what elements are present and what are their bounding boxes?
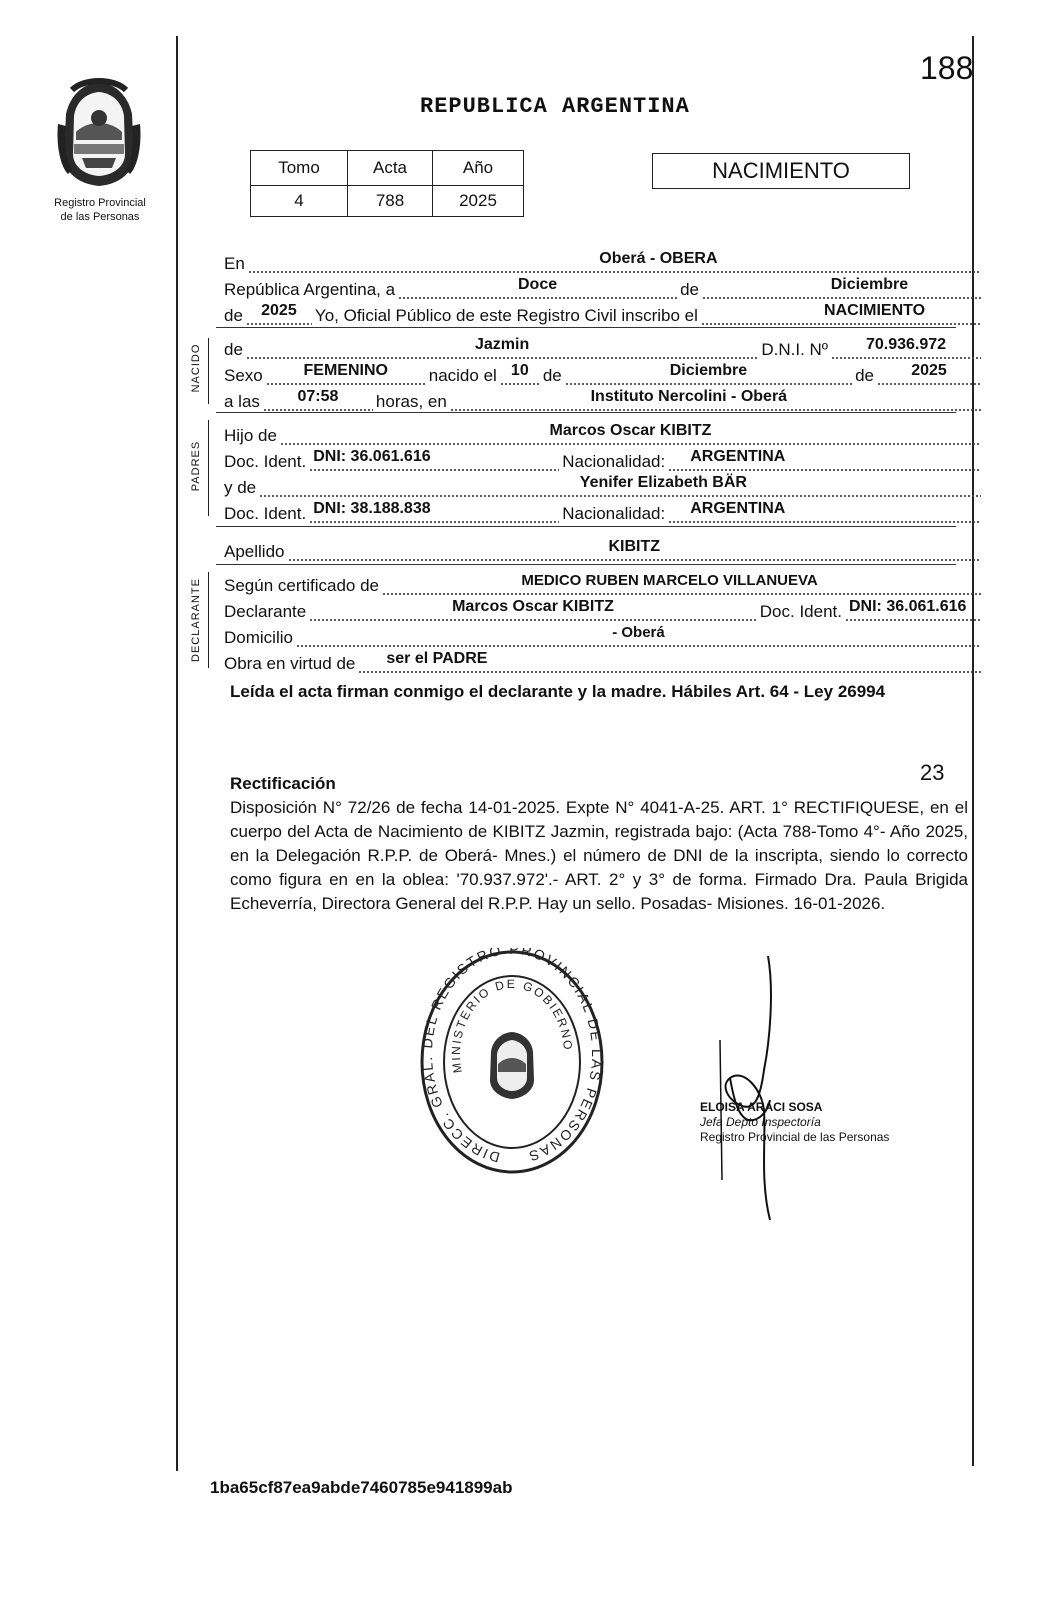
record-type-box: [652, 153, 910, 189]
mother-nationality-field: [668, 500, 981, 524]
certificado-field: [382, 572, 981, 596]
declarante-section-label: DECLARANTE: [190, 578, 202, 662]
day-value: Doce: [518, 276, 558, 293]
en-label: En: [224, 254, 245, 273]
mother-doc-value: DNI: 38.188.838: [313, 500, 431, 517]
place-value: Oberá - OBERA: [599, 250, 718, 267]
mother-name-value: Yenifer Elizabeth BÄR: [579, 474, 747, 491]
mother-name-field: [259, 474, 981, 498]
month-value: Diciembre: [830, 276, 909, 293]
nacido-el-label: nacido el: [428, 366, 497, 385]
logo-caption-line-1: Registro Provincial: [54, 197, 146, 209]
domicilio-value: - Oberá: [612, 624, 665, 641]
logo-caption: [30, 196, 170, 224]
record-table-header: [251, 151, 524, 186]
row-domicilio: [224, 622, 984, 648]
nacido-de-label: de: [224, 340, 243, 359]
footer-hash: 1ba65cf87ea9abde7460785e941899ab: [210, 1478, 513, 1497]
left-margin-line: [176, 36, 178, 1471]
header-acta: Acta: [348, 151, 433, 186]
declarante-bracket: [208, 572, 209, 668]
sexo-field: [266, 362, 426, 386]
birth-month-field: [565, 362, 852, 386]
oficial-text: Yo, Oficial Público de este Registro Civil inscribo el: [314, 306, 698, 325]
page-number: 188: [920, 50, 974, 86]
birth-place-value: Instituto Nercolini - Oberá: [590, 388, 788, 405]
svg-text:DIRECC. GRAL. DEL REGISTRO PRO: DIRECC. GRAL. DEL REGISTRO PROVINCIAL DE LAS PERSONAS: [419, 948, 606, 1166]
signature-scribble: [690, 950, 810, 1230]
row-declarante: [224, 596, 984, 622]
declarante-label: Declarante: [224, 602, 307, 621]
republica-label: República Argentina, a: [224, 280, 396, 299]
padres-bracket: [208, 420, 209, 516]
father-nationality-value: ARGENTINA: [690, 448, 786, 465]
name-field: [246, 336, 758, 360]
father-name-value: Marcos Oscar KIBITZ: [549, 422, 712, 439]
year-value: 2025: [261, 302, 297, 319]
row-mother-doc: [224, 498, 984, 524]
header-tomo: Tomo: [251, 151, 348, 186]
domicilio-field: [296, 624, 981, 648]
day-field: [398, 276, 677, 300]
mother-nationality-value: ARGENTINA: [690, 500, 786, 517]
separator-4: [216, 564, 956, 565]
birth-day-value: 10: [510, 362, 529, 379]
declarante-doc-value: DNI: 36.061.616: [849, 598, 967, 615]
year-field: [246, 302, 312, 326]
signer-name: ELOISA ARACI SOSA: [700, 1100, 823, 1114]
separator-2: [216, 412, 956, 413]
separator-1: [216, 327, 956, 328]
nacido-de-label-2: de: [542, 366, 562, 385]
mother-nac-label: Nacionalidad:: [562, 504, 666, 523]
y-de-label: y de: [224, 478, 257, 497]
certificado-label: Según certificado de: [224, 576, 379, 595]
declarante-doc-field: [845, 598, 981, 622]
month-field: [702, 276, 981, 300]
apellido-label: Apellido: [224, 542, 285, 561]
nacido-bracket: [208, 338, 209, 404]
nacido-de-label-3: de: [855, 366, 874, 385]
row-nacido-time: [224, 386, 984, 412]
svg-text:MINISTERIO DE GOBIERNO: MINISTERIO DE GOBIERNO: [448, 976, 576, 1075]
row-obra: [224, 648, 984, 674]
birth-year-value: 2025: [911, 362, 947, 379]
apellido-field: [288, 538, 982, 562]
place-field: [248, 250, 981, 274]
obra-field: [358, 650, 981, 674]
birth-place-field: [450, 388, 981, 412]
row-father-doc: [224, 446, 984, 472]
value-acta: 788: [348, 186, 433, 217]
rectificacion-number: 23: [920, 760, 945, 785]
declarante-doc-label: Doc. Ident.: [759, 602, 842, 621]
record-type-label: NACIMIENTO: [712, 158, 850, 183]
time-value: 07:58: [297, 388, 339, 405]
declarante-field: [309, 598, 757, 622]
mother-doc-label: Doc. Ident.: [224, 504, 307, 523]
obra-label: Obra en virtud de: [224, 654, 356, 673]
record-table: [250, 150, 524, 217]
dni-label: D.N.I. Nº: [761, 340, 828, 359]
hijo-de-label: Hijo de: [224, 426, 277, 445]
birth-month-value: Diciembre: [669, 362, 748, 379]
dni-value: 70.936.972: [865, 336, 947, 353]
declarante-value: Marcos Oscar KIBITZ: [452, 598, 614, 615]
mother-doc-field: [309, 500, 559, 524]
signer-role: Jefa Depto Inspectoría: [700, 1115, 821, 1129]
a-las-label: a las: [224, 392, 260, 411]
domicilio-label: Domicilio: [224, 628, 293, 647]
obra-value: ser el PADRE: [386, 650, 488, 667]
father-nationality-field: [668, 448, 981, 472]
row-en: [224, 248, 984, 274]
signer-org: Registro Provincial de las Personas: [700, 1130, 890, 1144]
birth-year-field: [877, 362, 981, 386]
de2-label: de: [224, 306, 243, 325]
dni-field: [831, 336, 981, 360]
time-field: [263, 388, 373, 412]
father-doc-field: [309, 448, 559, 472]
certificado-value: MEDICO RUBEN MARCELO VILLANUEVA: [521, 572, 818, 589]
row-hijo-de: [224, 420, 984, 446]
row-y-de: [224, 472, 984, 498]
name-value: Jazmin: [475, 336, 530, 353]
row-year: [224, 300, 984, 326]
sexo-value: FEMENINO: [303, 362, 388, 379]
horas-en-label: horas, en: [375, 392, 447, 411]
nacido-section-label: NACIDO: [190, 343, 202, 393]
row-certificado: [224, 570, 984, 596]
province-logo: [54, 74, 144, 190]
rectificacion-body: Disposición N° 72/26 de fecha 14-01-2025. Expte N° 4041-A-25. ART. 1° RECTIFIQUESE, en el cuerpo del Acta de Nacimiento de KIBITZ Jazmin, registrada bajo: (Acta 788-Tomo 4°- Año 2025, en la Delegación R.P.P. de Oberá- Mnes.) el número de DNI de la inscripta, siendo lo correcto como figura en en la oblea: '70.937.972'.- ART. 2° y 3° de forma. Firmado Dra. Paula Brigida Echeverría, Directora General del R.P.P. Hay un sello. Posadas- Misiones. 16-01-2026.: [230, 798, 968, 913]
row-nacido-name: [224, 334, 984, 360]
inscribo-field: [701, 302, 981, 326]
rectificacion-title: Rectificación: [230, 774, 336, 793]
registry-seal: [418, 948, 606, 1176]
value-ano: 2025: [433, 186, 524, 217]
separator-3: [216, 526, 956, 527]
record-table-values: [251, 186, 524, 217]
row-nacido-sexo: [224, 360, 984, 386]
father-doc-value: DNI: 36.061.616: [313, 448, 431, 465]
father-nac-label: Nacionalidad:: [562, 452, 666, 471]
birth-day-field: [500, 362, 540, 386]
father-doc-label: Doc. Ident.: [224, 452, 307, 471]
document-title: REPUBLICA ARGENTINA: [420, 94, 690, 119]
sexo-label: Sexo: [224, 366, 263, 385]
closing-text: Leída el acta firman conmigo el declarante y la madre. Hábiles Art. 64 - Ley 26994: [230, 682, 886, 701]
value-tomo: 4: [251, 186, 348, 217]
inscribo-value: NACIMIENTO: [824, 302, 926, 319]
father-name-field: [280, 422, 981, 446]
row-republica: [224, 274, 984, 300]
logo-caption-line-2: de las Personas: [60, 211, 140, 223]
signature-block: [700, 1100, 900, 1145]
row-apellido: [224, 536, 984, 562]
header-ano: Año: [433, 151, 524, 186]
de-label: de: [680, 280, 699, 299]
apellido-value: KIBITZ: [608, 538, 661, 555]
padres-section-label: PADRES: [190, 440, 202, 492]
